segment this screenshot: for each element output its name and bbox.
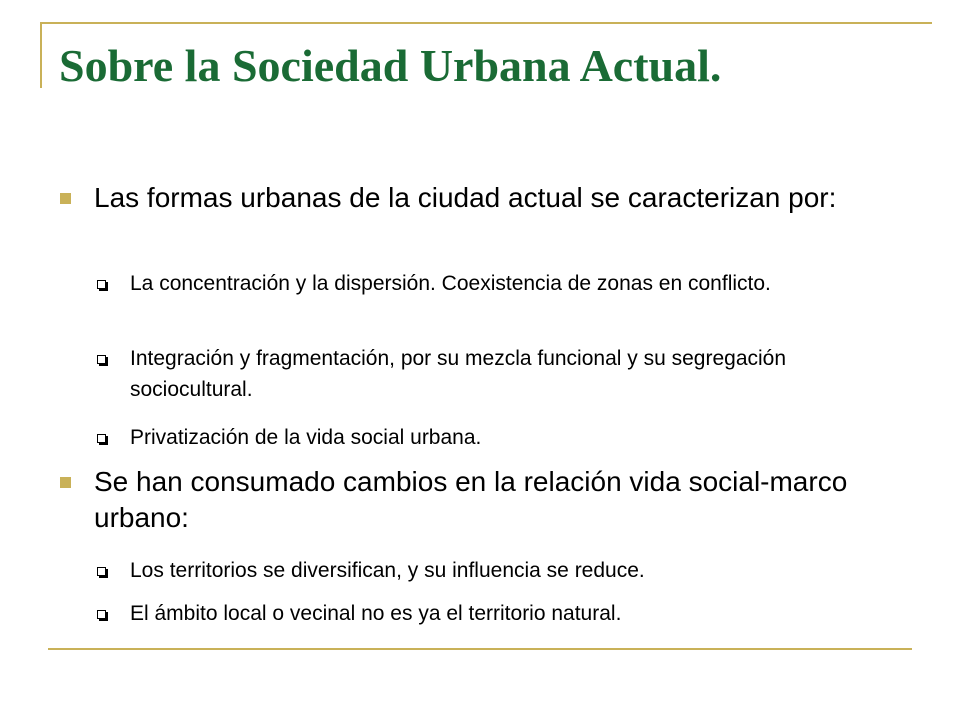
sub-bullet-text: Privatización de la vida social urbana. xyxy=(130,426,482,449)
bullet-item xyxy=(94,180,894,216)
square-bullet-icon xyxy=(60,477,71,488)
bullet-item xyxy=(94,464,894,536)
square-bullet-icon xyxy=(60,193,71,204)
bottom-decorative-rule xyxy=(48,648,912,650)
bullet-text: Las formas urbanas de la ciudad actual se caracterizan por: xyxy=(94,182,837,213)
sub-bullet-item xyxy=(130,422,910,453)
sub-bullet-text: La concentración y la dispersión. Coexistencia de zonas en conflicto. xyxy=(130,272,771,295)
hollow-square-bullet-icon xyxy=(97,280,106,289)
sub-bullet-text: Los territorios se diversifican, y su influencia se reduce. xyxy=(130,559,645,582)
hollow-square-bullet-icon xyxy=(97,434,106,443)
sub-bullet-item xyxy=(130,268,910,299)
hollow-square-bullet-icon xyxy=(97,567,106,576)
sub-bullet-text: Integración y fragmentación, por su mezcla funcional y su segregación sociocultural. xyxy=(130,347,787,401)
sub-bullet-text: El ámbito local o vecinal no es ya el territorio natural. xyxy=(130,602,622,625)
sub-bullet-item xyxy=(130,343,910,405)
hollow-square-bullet-icon xyxy=(97,610,106,619)
hollow-square-bullet-icon xyxy=(97,355,106,364)
slide-title: Sobre la Sociedad Urbana Actual. xyxy=(59,40,722,91)
bullet-text: Se han consumado cambios en la relación vida social-marco urbano: xyxy=(94,466,848,533)
sub-bullet-item xyxy=(130,598,910,629)
sub-bullet-item xyxy=(130,555,910,586)
